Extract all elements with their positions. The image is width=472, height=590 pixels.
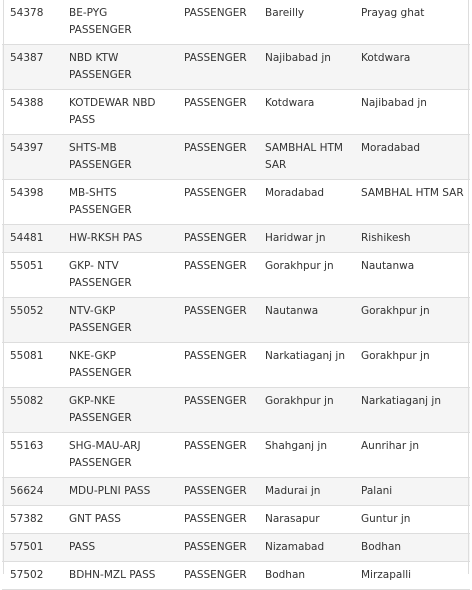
train-name-cell: NKE-GKP PASSENGER (61, 343, 176, 388)
train-type-cell: PASSENGER (176, 562, 257, 590)
destination-station-cell: Guntur jn (353, 506, 470, 534)
train-number-cell: 54398 (2, 180, 61, 225)
train-number-cell: 54388 (2, 90, 61, 135)
source-station-cell: Narasapur (257, 506, 353, 534)
destination-station-cell: Bodhan (353, 534, 470, 562)
train-number-cell: 55051 (2, 253, 61, 298)
train-type-cell: PASSENGER (176, 135, 257, 180)
train-number-cell: 56624 (2, 478, 61, 506)
train-name-cell: PASS (61, 534, 176, 562)
table-row (2, 478, 470, 506)
train-name-cell: SHTS-MB PASSENGER (61, 135, 176, 180)
train-table (2, 0, 470, 590)
destination-station-cell: Gorakhpur jn (353, 298, 470, 343)
train-name-cell: GKP- NTV PASSENGER (61, 253, 176, 298)
source-station-cell: Madurai jn (257, 478, 353, 506)
train-type-cell: PASSENGER (176, 90, 257, 135)
train-type-cell: PASSENGER (176, 478, 257, 506)
source-station-cell: Nautanwa (257, 298, 353, 343)
train-number-cell: 54378 (2, 0, 61, 45)
source-station-cell: Narkatiaganj jn (257, 343, 353, 388)
table-row (2, 0, 470, 45)
destination-station-cell: Prayag ghat (353, 0, 470, 45)
source-station-cell: SAMBHAL HTM SAR (257, 135, 353, 180)
source-station-cell: Kotdwara (257, 90, 353, 135)
destination-station-cell: Rishikesh (353, 225, 470, 253)
destination-station-cell: Palani (353, 478, 470, 506)
source-station-cell: Haridwar jn (257, 225, 353, 253)
train-type-cell: PASSENGER (176, 506, 257, 534)
destination-station-cell: Moradabad (353, 135, 470, 180)
train-number-cell: 54481 (2, 225, 61, 253)
train-name-cell: NBD KTW PASSENGER (61, 45, 176, 90)
table-row (2, 45, 470, 90)
train-type-cell: PASSENGER (176, 180, 257, 225)
train-number-cell: 55163 (2, 433, 61, 478)
table-row (2, 534, 470, 562)
train-type-cell: PASSENGER (176, 253, 257, 298)
destination-station-cell: Kotdwara (353, 45, 470, 90)
train-number-cell: 57382 (2, 506, 61, 534)
source-station-cell: Bareilly (257, 0, 353, 45)
train-number-cell: 54397 (2, 135, 61, 180)
source-station-cell: Shahganj jn (257, 433, 353, 478)
train-name-cell: BE-PYG PASSENGER (61, 0, 176, 45)
train-number-cell: 54387 (2, 45, 61, 90)
source-station-cell: Nizamabad (257, 534, 353, 562)
table-row (2, 506, 470, 534)
train-name-cell: SHG-MAU-ARJ PASSENGER (61, 433, 176, 478)
destination-station-cell: Najibabad jn (353, 90, 470, 135)
train-number-cell: 57501 (2, 534, 61, 562)
train-name-cell: GNT PASS (61, 506, 176, 534)
destination-station-cell: Narkatiaganj jn (353, 388, 470, 433)
train-number-cell: 55082 (2, 388, 61, 433)
destination-station-cell: Mirzapalli (353, 562, 470, 590)
source-station-cell: Gorakhpur jn (257, 253, 353, 298)
table-row (2, 225, 470, 253)
train-type-cell: PASSENGER (176, 433, 257, 478)
source-station-cell: Moradabad (257, 180, 353, 225)
table-row (2, 253, 470, 298)
train-type-cell: PASSENGER (176, 343, 257, 388)
table-row (2, 343, 470, 388)
train-number-cell: 55081 (2, 343, 61, 388)
train-name-cell: MDU-PLNI PASS (61, 478, 176, 506)
table-row (2, 562, 470, 590)
table-row (2, 90, 470, 135)
table-row (2, 135, 470, 180)
source-station-cell: Bodhan (257, 562, 353, 590)
table-left-border (3, 0, 4, 574)
destination-station-cell: Aunrihar jn (353, 433, 470, 478)
train-name-cell: GKP-NKE PASSENGER (61, 388, 176, 433)
train-name-cell: KOTDEWAR NBD PASS (61, 90, 176, 135)
train-table-body (2, 0, 470, 590)
train-type-cell: PASSENGER (176, 298, 257, 343)
destination-station-cell: SAMBHAL HTM SAR (353, 180, 470, 225)
table-row (2, 433, 470, 478)
train-name-cell: HW-RKSH PAS (61, 225, 176, 253)
train-name-cell: MB-SHTS PASSENGER (61, 180, 176, 225)
train-type-cell: PASSENGER (176, 388, 257, 433)
train-name-cell: NTV-GKP PASSENGER (61, 298, 176, 343)
train-type-cell: PASSENGER (176, 534, 257, 562)
train-name-cell: BDHN-MZL PASS (61, 562, 176, 590)
table-row (2, 180, 470, 225)
train-number-cell: 57502 (2, 562, 61, 590)
destination-station-cell: Nautanwa (353, 253, 470, 298)
destination-station-cell: Gorakhpur jn (353, 343, 470, 388)
table-right-border (468, 0, 469, 574)
train-type-cell: PASSENGER (176, 45, 257, 90)
table-row (2, 388, 470, 433)
table-row (2, 298, 470, 343)
source-station-cell: Gorakhpur jn (257, 388, 353, 433)
train-type-cell: PASSENGER (176, 225, 257, 253)
train-type-cell: PASSENGER (176, 0, 257, 45)
train-number-cell: 55052 (2, 298, 61, 343)
source-station-cell: Najibabad jn (257, 45, 353, 90)
